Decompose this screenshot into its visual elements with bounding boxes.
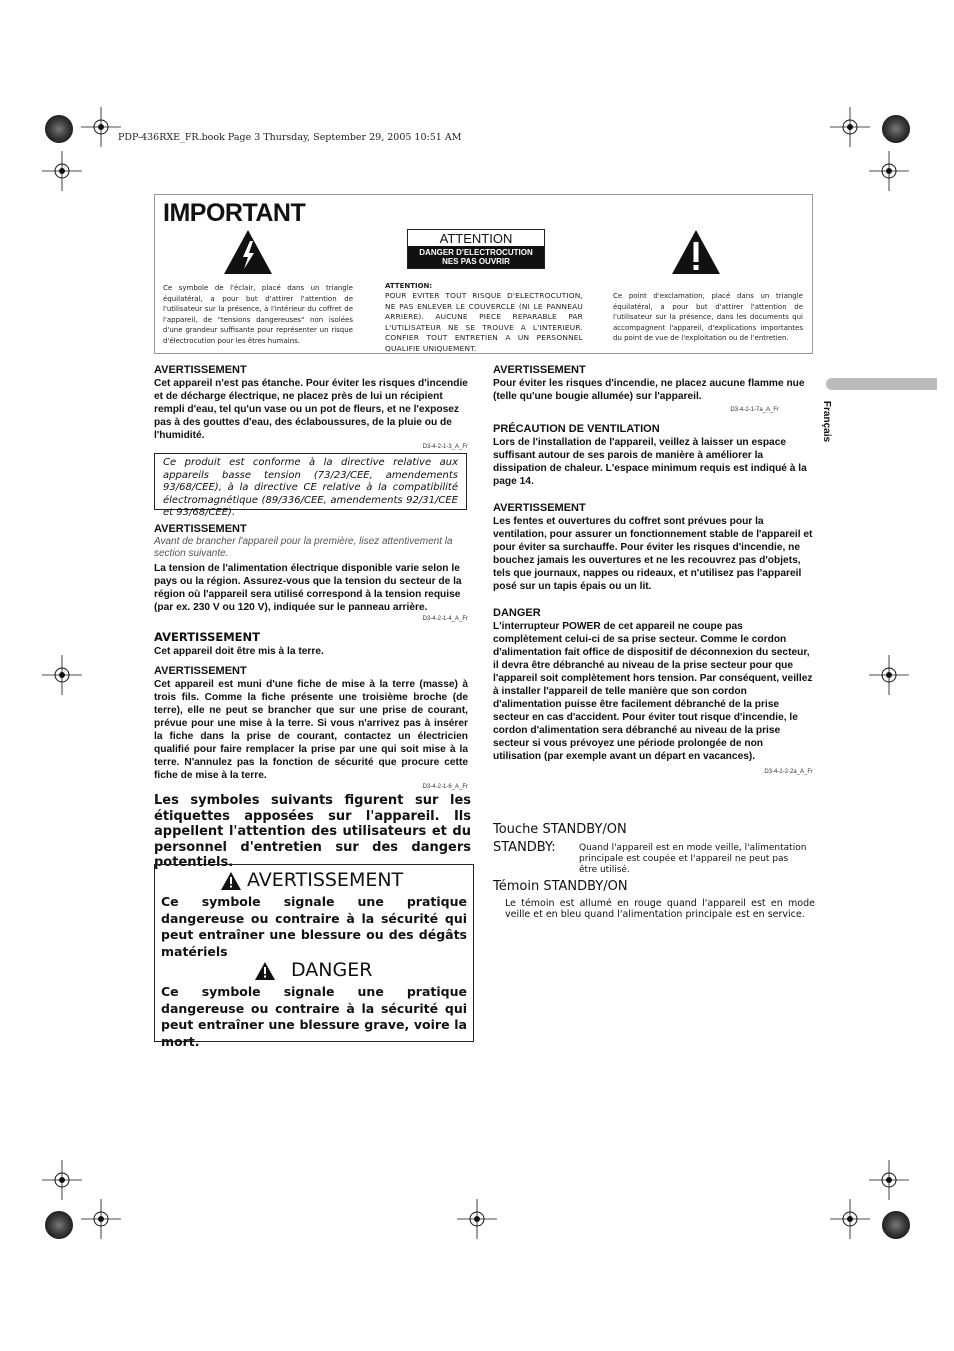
danger-box-text: Ce symbole signale une pratique dangereuse ou contraire à la sécurité qui peut entraîner une blessure grave, voire la mort. bbox=[161, 984, 467, 1049]
lightning-triangle-icon bbox=[223, 229, 273, 275]
warning-text: Cet appareil doit être mis à la terre. bbox=[154, 646, 324, 657]
symbols-intro-text: Les symboles suivants figurent sur les étiquettes apposées sur l'appareil. Ils appellent l'attention des utilisateurs et du personnel d'entretien sur des dangers potentiels. bbox=[154, 793, 471, 870]
registration-mark-icon bbox=[42, 151, 82, 191]
registration-mark-icon bbox=[869, 1160, 909, 1200]
standby-text: Quand l'appareil est en mode veille, l'alimentation principale est coupée et l'appareil ne peut pas être utilisé. bbox=[579, 843, 807, 875]
ventilation-text: Lors de l'installation de l'appareil, veillez à laisser un espace suffisant autour de ses parois de manière à améliorer la dissipation de chaleur. L'espace minimum requis est indiqué à la page 14. bbox=[493, 437, 807, 487]
ce-conformity-text: Ce produit est conforme à la directive relative aux appareils basse tension (73/23/CEE, amendements 93/68/CEE), à la directive CE relative à la compatibilité électromagnétique (89/336/CEE, amendements 92/31/CEE et 93/68/CEE). bbox=[163, 457, 458, 518]
exclamation-symbol-text: Ce point d'exclamation, placé dans un triangle équilatéral, a pour but d'attirer l'attention de l'utilisateur sur la présence, dans les documents qui accompagnent l'appareil, d'explications importantes du point de vue de l'exploitation ou de l'entretien. bbox=[613, 292, 803, 342]
registration-mark-icon bbox=[830, 107, 870, 147]
important-title: IMPORTANT bbox=[163, 199, 306, 227]
standby-row bbox=[493, 840, 815, 882]
registration-mark-icon bbox=[869, 151, 909, 191]
registration-mark-icon bbox=[42, 655, 82, 695]
registration-mark-icon bbox=[830, 1199, 870, 1239]
registration-mark-icon bbox=[42, 1160, 82, 1200]
ref-code: D3-4-2-1-6_A_Fr bbox=[422, 784, 468, 790]
ref-code: D3-4-2-1-3_A_Fr bbox=[422, 444, 468, 450]
symbol-legend-box bbox=[154, 864, 474, 1049]
standby-button-heading: Touche STANDBY/ON bbox=[493, 822, 627, 837]
warning-text: La tension de l'alimentation électrique disponible varie selon le pays ou la région. Assurez-vous que la tension du secteur de la région où l'appareil sera utilisé correspond à la tension requise (par ex. 230 V ou 120 V), indiquée sur le panneau arrière. bbox=[154, 563, 462, 613]
registration-mark-icon bbox=[81, 1199, 121, 1239]
exclamation-triangle-icon bbox=[671, 229, 721, 275]
warning-heading: AVERTISSEMENT bbox=[154, 630, 261, 644]
ref-code: D3-4-2-2-2a_A_Fr bbox=[764, 769, 813, 775]
attention-label-line-2: NES PAS OUVRIR bbox=[442, 257, 510, 266]
danger-text: L'interrupteur POWER de cet appareil ne coupe pas complètement celui-ci de sa prise secteur. Comme le cordon d'alimentation fait office de dispositif de déconnexion du secteur, il devra être débranché au niveau de la prise secteur pour que l'appareil soit complètement hors tension. Par conséquent, veillez à installer l'appareil de telle manière que son cordon d'alimentation puisse être facilement débranché de la prise secteur en cas d'accident. Pour éviter tout risque d'incendie, le cordon d'alimentation sera débranché au niveau de la prise secteur si vous prévoyez une période prolongée de non utilisation (par exemple avant un départ en vacances). bbox=[493, 621, 813, 762]
file-header: PDP-436RXE_FR.book Page 3 Thursday, September 29, 2005 10:51 AM bbox=[118, 132, 462, 143]
attention-label-top: ATTENTION bbox=[408, 230, 544, 246]
lightning-symbol-text: Ce symbole de l'éclair, placé dans un triangle équilatéral, a pour but d'attirer l'attention de l'utilisateur sur la présence, à l'intérieur du coffret de l'appareil, de "tensions dangereuses" non isolées d'une grandeur suffisante pour représenter un risque d'électrocution pour les êtres humains. bbox=[163, 284, 353, 345]
attention-label-bottom bbox=[408, 246, 544, 268]
danger-triangle-icon bbox=[255, 962, 275, 980]
warning-text: Cet appareil n'est pas étanche. Pour éviter les risques d'incendie et de décharge électrique, ne placez près de lui un récipient rempli d'eau, tel qu'un vase ou un pot de fleurs, et ne l'exposez pas à des gouttes d'eau, des éclaboussures, de la pluie ou de l'humidité. bbox=[154, 378, 468, 441]
registration-mark-icon bbox=[81, 107, 121, 147]
danger-box-heading: DANGER bbox=[291, 959, 373, 981]
ce-conformity-box bbox=[154, 453, 467, 518]
warning-box-text: Ce symbole signale une pratique dangereuse ou contraire à la sécurité qui peut entraîner une blessure ou des dégâts matériels bbox=[161, 894, 467, 959]
warning-heading: AVERTISSEMENT bbox=[154, 665, 247, 677]
side-tab-bar bbox=[826, 378, 937, 390]
print-disc-mark bbox=[882, 1211, 910, 1239]
language-label: Français bbox=[821, 400, 833, 443]
registration-mark-icon bbox=[869, 655, 909, 695]
right-column bbox=[493, 364, 813, 775]
warning-heading: AVERTISSEMENT bbox=[154, 364, 247, 376]
attention-label-line-1: DANGER D'ELECTROCUTION bbox=[419, 248, 533, 257]
warning-intro: Avant de brancher l'appareil pour la première, lisez attentivement la section suivante. bbox=[154, 536, 453, 559]
attention-label bbox=[407, 229, 545, 269]
warning-heading: AVERTISSEMENT bbox=[493, 364, 586, 376]
warning-text: Cet appareil est muni d'une fiche de mise à la terre (masse) à trois fils. Comme la fiche présente une troisième broche (de terre), elle ne peut se brancher que sur une prise de courant, prévue pour une mise à la terre. Si vous n'arrivez pas à insérer la fiche dans la prise de courant, contactez un électricien qualifié pour faire remplacer la prise par une qui soit mise à la terre. N'annulez pas la fonction de sécurité que procure cette fiche de mise à la terre. bbox=[154, 679, 468, 781]
attention-heading: ATTENTION: bbox=[385, 282, 433, 290]
warning-heading: AVERTISSEMENT bbox=[493, 502, 586, 514]
left-column-top bbox=[154, 364, 468, 450]
warning-triangle-icon bbox=[221, 872, 241, 890]
standby-indicator-text: Le témoin est allumé en rouge quand l'appareil est en mode veille et en bleu quand l'alimentation principale est en service. bbox=[505, 898, 815, 920]
attention-text: POUR EVITER TOUT RISQUE D'ELECTROCUTION, NE PAS ENLEVER LE COUVERCLE (NI LE PANNEAU ARRIERE). AUCUNE PIECE REPARABLE PAR L'UTILISATEUR NE SE TROUVE A L'INTERIEUR. CONFIER TOUT ENTRETIEN A UN PERSONNEL QUALIFIE UNIQUEMENT. bbox=[385, 291, 583, 353]
warning-text: Pour éviter les risques d'incendie, ne placez aucune flamme nue (telle qu'une bougie allumée) sur l'appareil. bbox=[493, 378, 805, 402]
standby-indicator-heading: Témoin STANDBY/ON bbox=[493, 879, 628, 894]
print-disc-mark bbox=[45, 1211, 73, 1239]
warning-box-heading: AVERTISSEMENT bbox=[247, 869, 404, 891]
symbols-intro bbox=[154, 793, 471, 871]
ventilation-heading: PRÉCAUTION DE VENTILATION bbox=[493, 423, 660, 435]
warning-text: Les fentes et ouvertures du coffret sont prévues pour la ventilation, pour assurer un fonctionnement stable de l'appareil et pour éviter sa surchauffe. Pour éviter les risques d'incendie, ne bouchez jamais les ouvertures et ne les recouvrez pas d'objets, tels que journaux, nappes ou rideaux, et n'utilisez pas l'appareil posé sur un tapis épais ou un lit. bbox=[493, 516, 813, 592]
warning-heading: AVERTISSEMENT bbox=[154, 523, 247, 535]
left-column-mid bbox=[154, 523, 468, 790]
ref-code: D3-4-2-1-7a_A_Fr bbox=[730, 407, 779, 413]
print-disc-mark bbox=[45, 115, 73, 143]
important-box bbox=[154, 194, 813, 354]
registration-mark-icon bbox=[457, 1199, 497, 1239]
print-disc-mark bbox=[882, 115, 910, 143]
ref-code: D3-4-2-1-4_A_Fr bbox=[422, 616, 468, 622]
standby-section bbox=[493, 822, 815, 920]
language-tab bbox=[822, 398, 842, 458]
danger-heading: DANGER bbox=[493, 607, 541, 619]
standby-label: STANDBY: bbox=[493, 840, 556, 855]
